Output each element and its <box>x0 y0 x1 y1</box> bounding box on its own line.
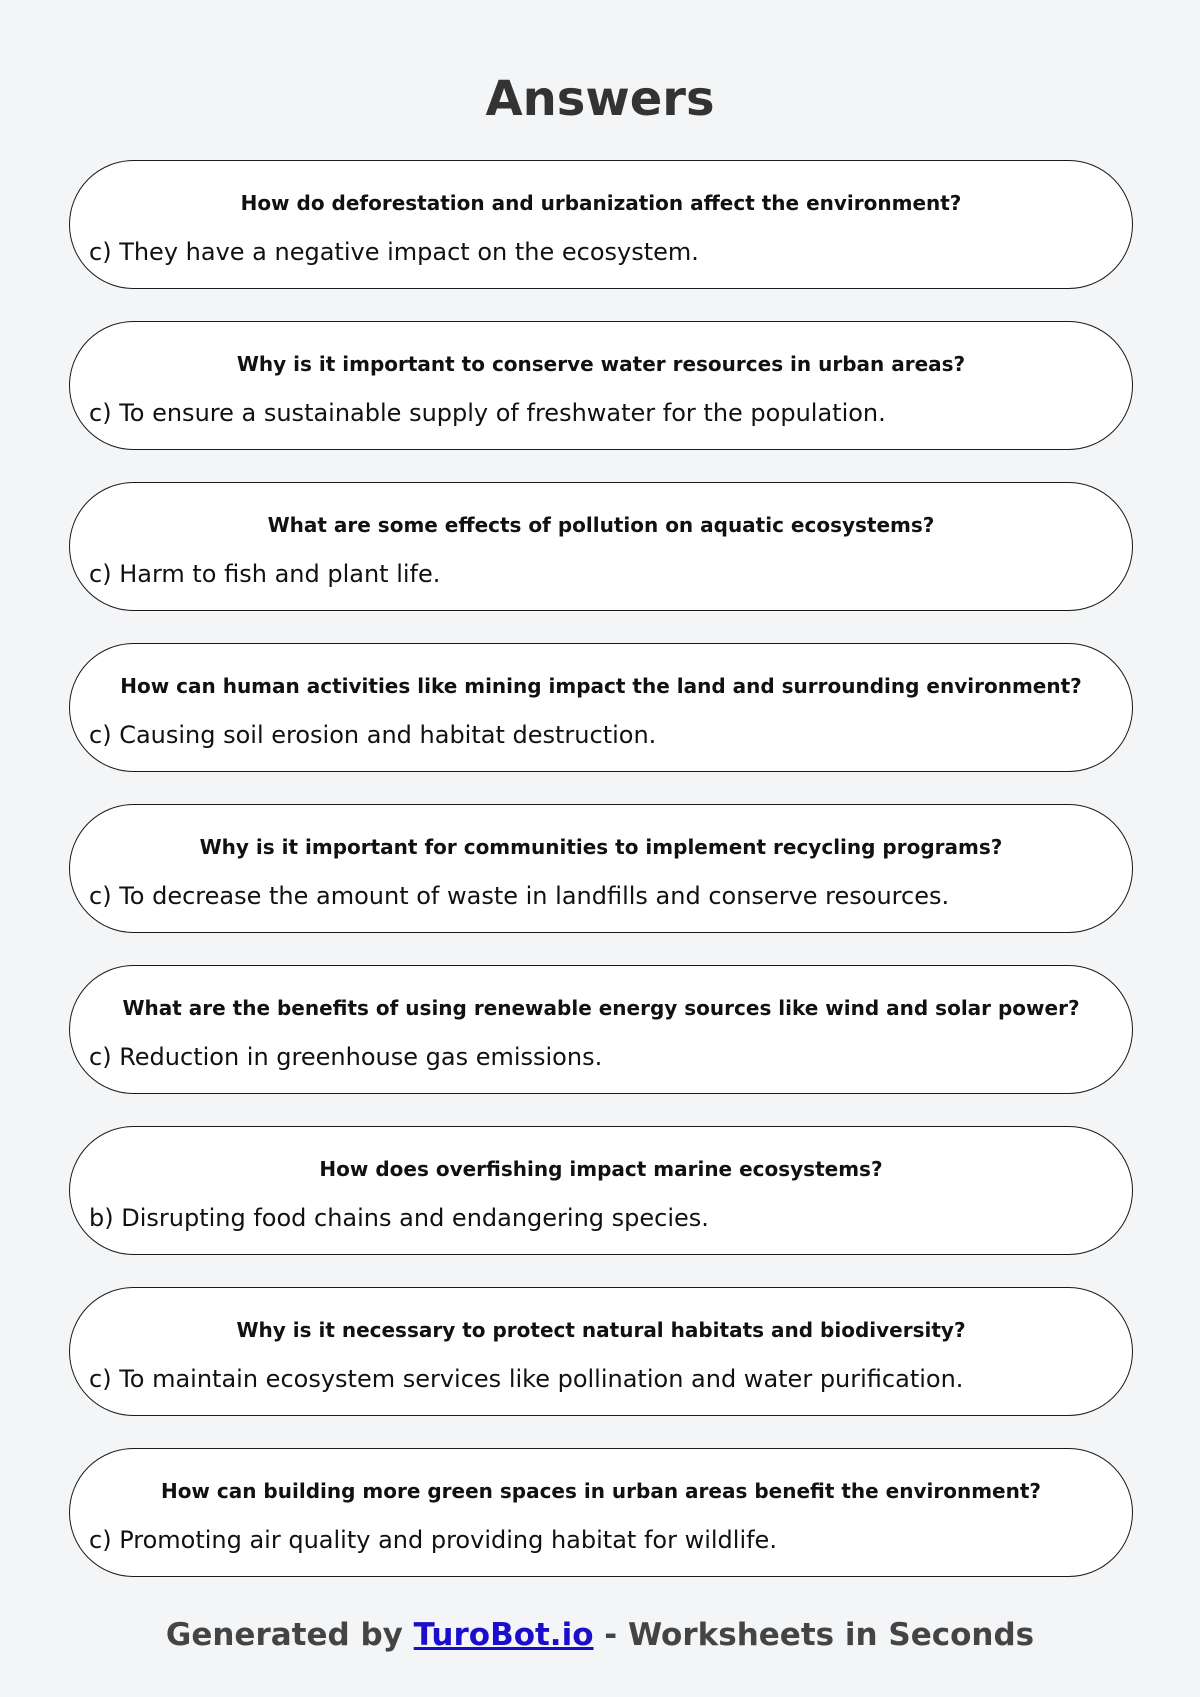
question-text: Why is it necessary to protect natural habitats and biodiversity? <box>236 1318 966 1342</box>
answer-text: c) To maintain ecosystem services like pollination and water purification. <box>89 1365 964 1393</box>
answer-card <box>69 643 1133 772</box>
answer-text: c) They have a negative impact on the ecosystem. <box>89 238 699 266</box>
answer-card <box>69 321 1133 450</box>
answer-card <box>69 160 1133 289</box>
answer-card <box>69 965 1133 1094</box>
answer-text: c) To ensure a sustainable supply of freshwater for the population. <box>89 399 886 427</box>
answer-card <box>69 1126 1133 1255</box>
answer-text: c) Harm to fish and plant life. <box>89 560 441 588</box>
turobot-link[interactable]: TuroBot.io <box>413 1617 594 1653</box>
answer-text: c) To decrease the amount of waste in landfills and conserve resources. <box>89 882 950 910</box>
footer-prefix: Generated by <box>165 1617 414 1653</box>
answer-text: c) Causing soil erosion and habitat destruction. <box>89 721 657 749</box>
answer-text: c) Promoting air quality and providing habitat for wildlife. <box>89 1526 777 1554</box>
answer-card <box>69 1287 1133 1416</box>
question-text: How can building more green spaces in urban areas benefit the environment? <box>160 1479 1042 1503</box>
answer-list <box>69 160 1133 1609</box>
footer-suffix: - Worksheets in Seconds <box>593 1617 1035 1653</box>
answer-card <box>69 804 1133 933</box>
footer-credit <box>0 1615 1200 1655</box>
question-text: How does overfishing impact marine ecosystems? <box>319 1157 883 1181</box>
question-text: What are the benefits of using renewable energy sources like wind and solar power? <box>122 996 1080 1020</box>
question-text: Why is it important for communities to implement recycling programs? <box>199 835 1003 859</box>
answer-text: b) Disrupting food chains and endangering species. <box>89 1204 709 1232</box>
answer-text: c) Reduction in greenhouse gas emissions. <box>89 1043 603 1071</box>
question-text: How do deforestation and urbanization affect the environment? <box>240 191 962 215</box>
answer-card <box>69 482 1133 611</box>
answer-card <box>69 1448 1133 1577</box>
question-text: What are some effects of pollution on aquatic ecosystems? <box>267 513 935 537</box>
page-title: Answers <box>485 71 715 127</box>
question-text: Why is it important to conserve water resources in urban areas? <box>236 352 966 376</box>
question-text: How can human activities like mining impact the land and surrounding environment? <box>120 674 1082 698</box>
